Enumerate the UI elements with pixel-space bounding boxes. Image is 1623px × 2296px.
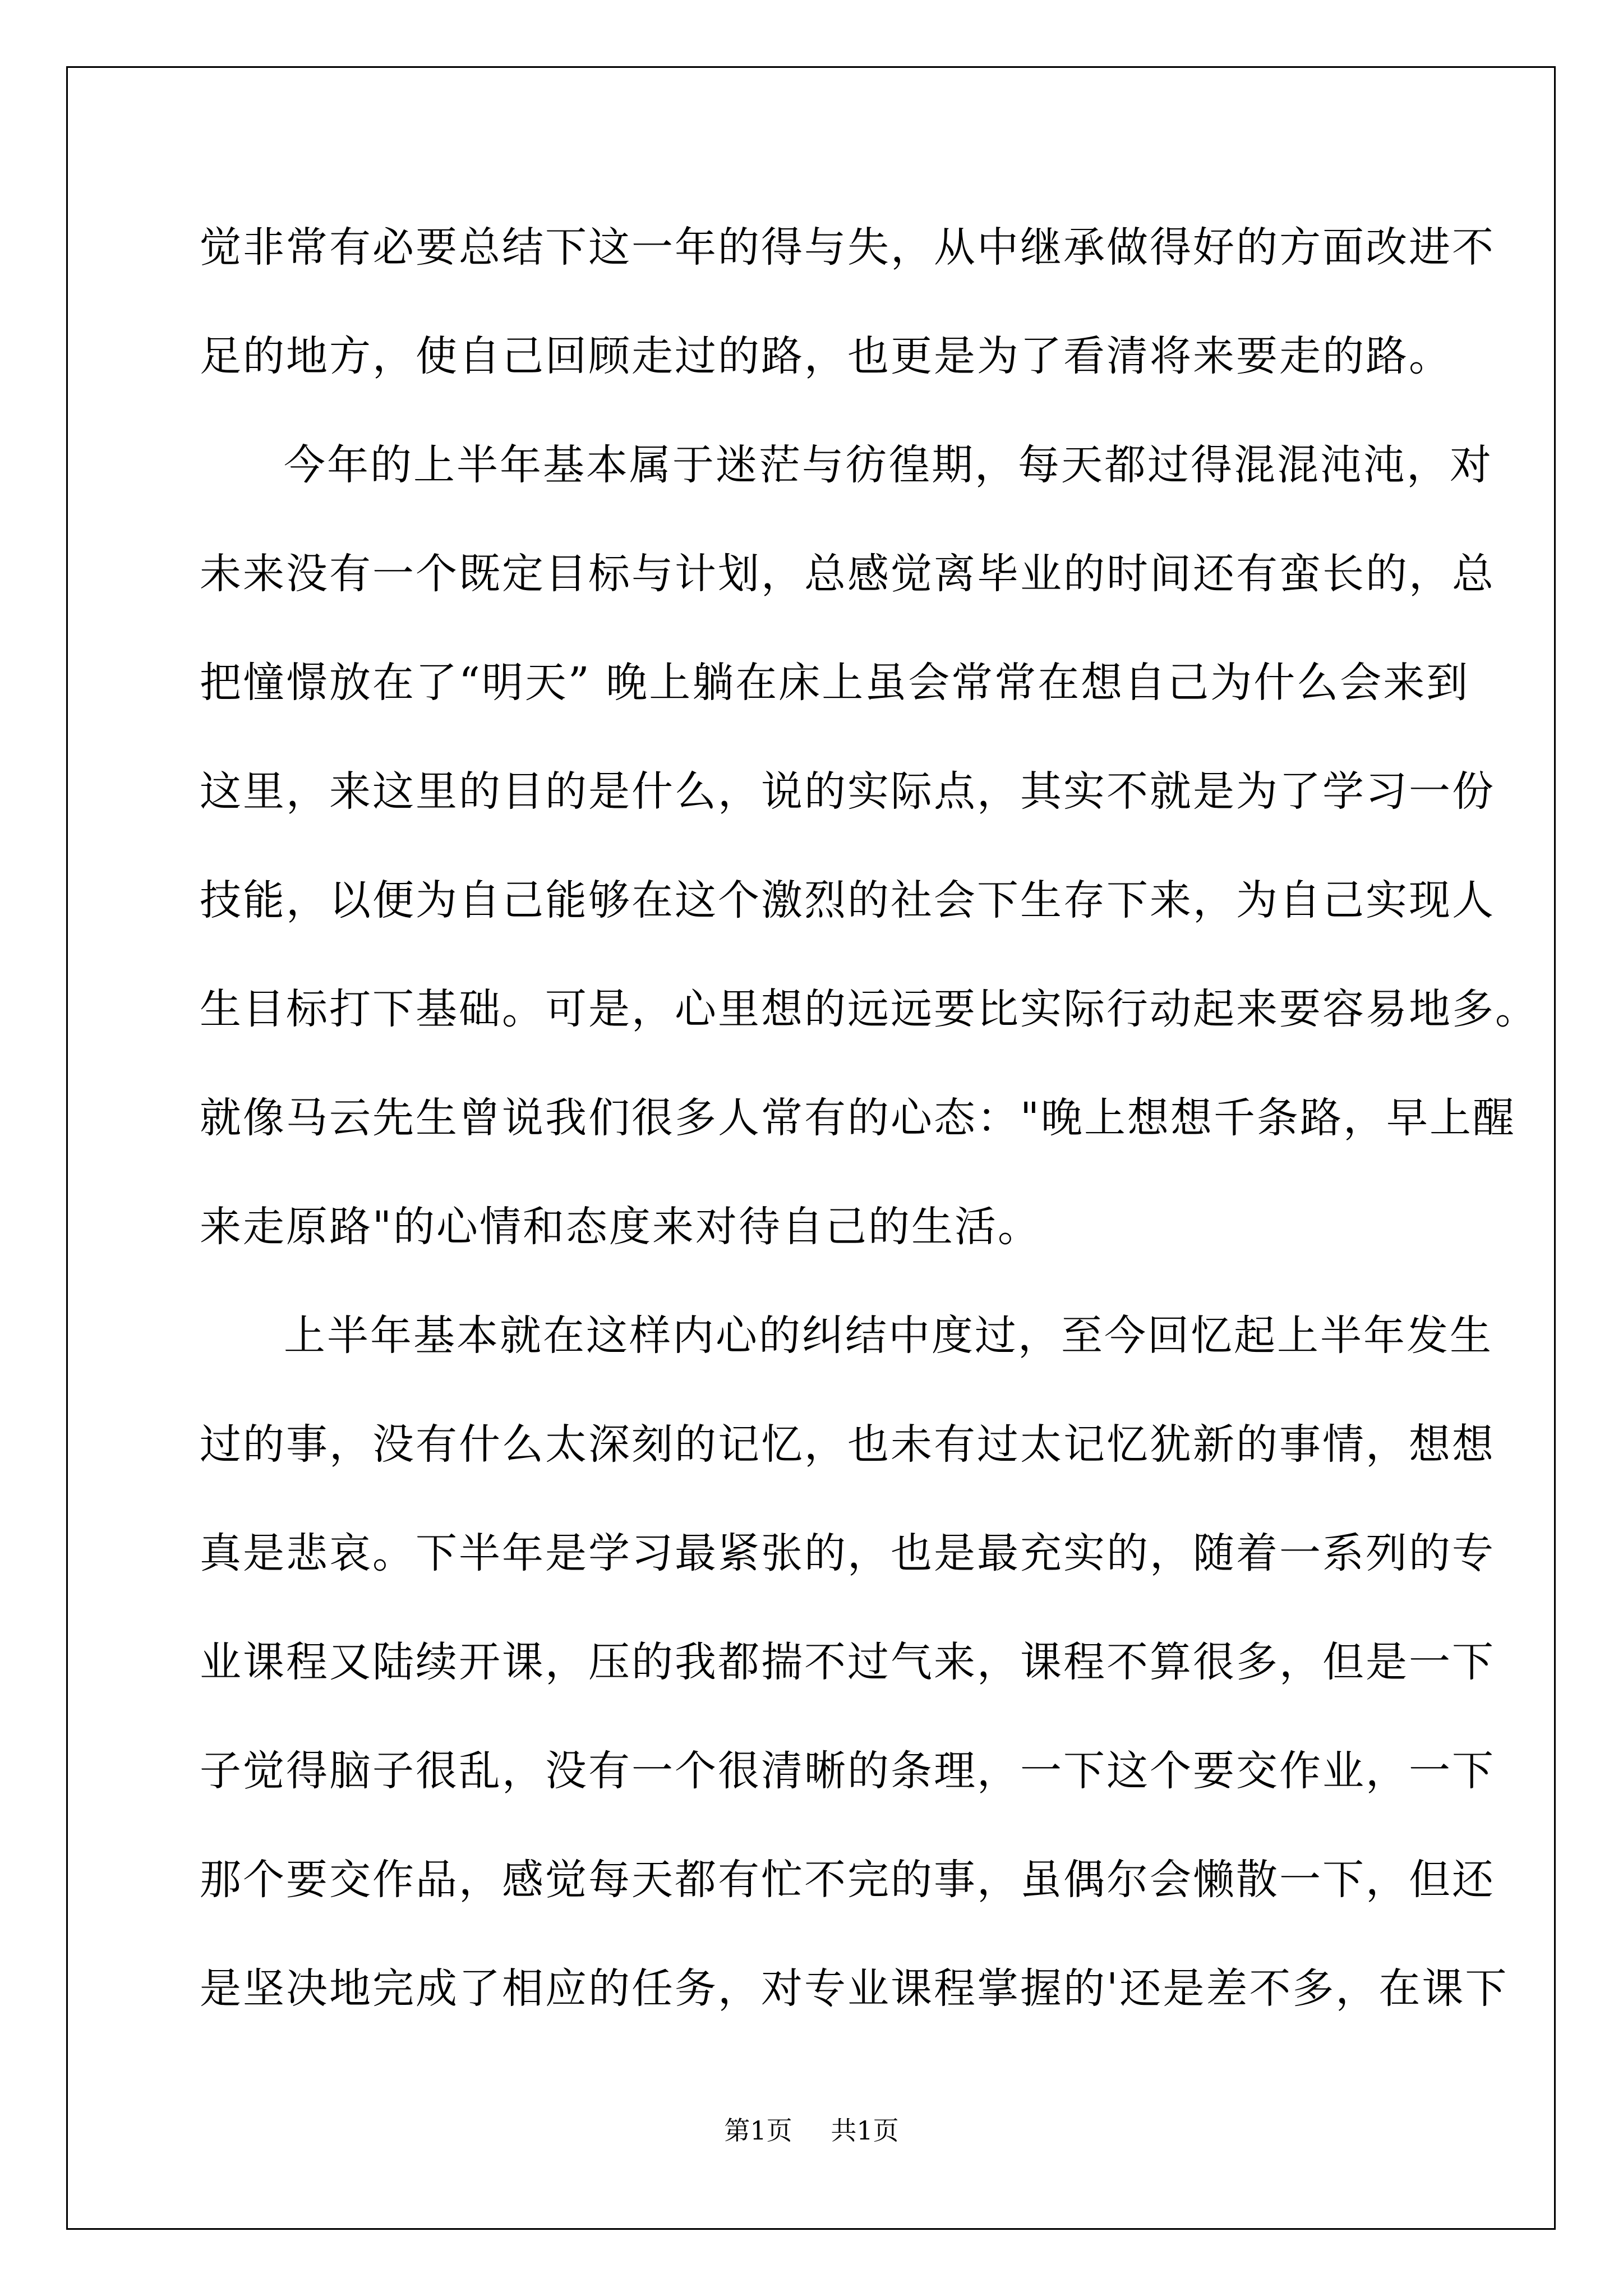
- text-line: 今 年 的 上 半 年 基 本 属 于 迷 茫 与 彷 徨 期 ， 每 天 都 过 得 混 混 沌 沌 ， 对: [284, 441, 1493, 489]
- text-line: 子 觉 得 脑 子 很 乱 ， 没 有 一 个 很 清 晰 的 条 理 ， 一 下 这 个 要 交 作 业 ， 一 下: [200, 1747, 1495, 1795]
- text-line: 技 能 ， 以 便 为 自 己 能 够 在 这 个 激 烈 的 社 会 下 生 存 下 来 ， 为 自 己 实 现 人: [200, 876, 1495, 924]
- text-line: 生 目 标 打 下 基 础 。 可 是 ， 心 里 想 的 远 远 要 比 实 际 行 动 起 来 要 容 易 地 多 。: [200, 985, 1538, 1033]
- page-total: 共1页: [831, 2115, 899, 2146]
- text-line: 觉 非 常 有 必 要 总 结 下 这 一 年 的 得 与 失 ， 从 中 继 承 做 得 好 的 方 面 改 进 不: [200, 223, 1495, 272]
- page-number: 第1页: [724, 2115, 792, 2146]
- text-line: 这 里 ， 来 这 里 的 目 的 是 什 么 ， 说 的 实 际 点 ， 其 实 不 就 是 为 了 学 习 一 份: [200, 767, 1495, 816]
- text-line: 真 是 悲 哀 。 下 半 年 是 学 习 最 紧 张 的 ， 也 是 最 充 实 的 ， 随 着 一 系 列 的 专: [200, 1529, 1495, 1577]
- text-line: 把 憧 憬 放 在 了 “ 明 天 ” 晚 上 躺 在 床 上 虽 会 常 常 在 想 自 己 为 什 么 会 来 到: [200, 659, 1470, 707]
- text-line: 是 坚 决 地 完 成 了 相 应 的 任 务 ， 对 专 业 课 程 掌 握 的 ' 还 是 差 不 多 ， 在 课 下: [200, 1964, 1509, 2013]
- text-line: 过 的 事 ， 没 有 什 么 太 深 刻 的 记 忆 ， 也 未 有 过 太 记 忆 犹 新 的 事 情 ， 想 想: [200, 1420, 1495, 1469]
- text-line: 上 半 年 基 本 就 在 这 样 内 心 的 纠 结 中 度 过 ， 至 今 回 忆 起 上 半 年 发 生: [284, 1312, 1493, 1360]
- text-line: 未 来 没 有 一 个 既 定 目 标 与 计 划 ， 总 感 觉 离 毕 业 的 时 间 还 有 蛮 长 的 ， 总: [200, 550, 1495, 598]
- text-line: 业 课 程 又 陆 续 开 课 ， 压 的 我 都 揣 不 过 气 来 ， 课 程 不 算 很 多 ， 但 是 一 下: [200, 1638, 1495, 1686]
- text-line: 来走原路"的心情和态度来对待自己的生活。: [200, 1203, 1041, 1251]
- text-line: 那 个 要 交 作 品 ， 感 觉 每 天 都 有 忙 不 完 的 事 ， 虽 偶 尔 会 懒 散 一 下 ， 但 还: [200, 1856, 1495, 1904]
- text-line: 足的地方，使自己回顾走过的路，也更是为了看清将来要走的路。: [200, 332, 1452, 380]
- document-body: [200, 216, 1538, 2066]
- page-footer: [0, 2110, 1623, 2147]
- text-line: 就 像 马 云 先 生 曾 说 我 们 很 多 人 常 有 的 心 态 ： " 晚 上 想 想 千 条 路 ， 早 上 醒: [200, 1094, 1516, 1142]
